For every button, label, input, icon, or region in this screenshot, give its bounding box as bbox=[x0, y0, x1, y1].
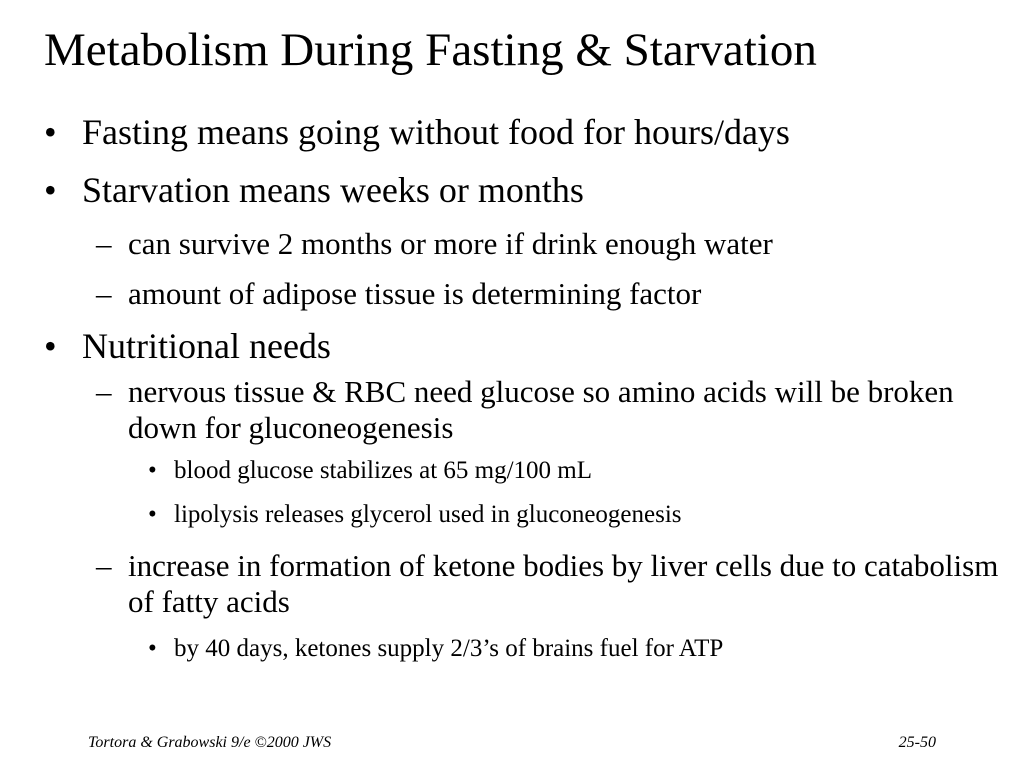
bullet-marker: • bbox=[148, 635, 157, 662]
bullet-text: Nutritional needs bbox=[82, 326, 331, 366]
bullet-marker: • bbox=[148, 457, 157, 484]
bullet-marker: • bbox=[44, 170, 57, 210]
bullet-item bbox=[44, 164, 1004, 216]
slide-title: Metabolism During Fasting & Starvation bbox=[44, 24, 817, 76]
bullet-text: Fasting means going without food for hours/days bbox=[82, 112, 790, 152]
slide-number: 25-50 bbox=[898, 734, 936, 751]
bullet-item bbox=[44, 106, 1004, 158]
slide-content bbox=[44, 100, 1004, 664]
sub-bullet-item bbox=[44, 226, 1004, 262]
sub-bullet-item bbox=[44, 374, 1004, 446]
sub-sub-bullet-text: lipolysis releases glycerol used in gluconeogenesis bbox=[174, 501, 682, 528]
sub-bullet-item bbox=[44, 276, 1004, 312]
sub-sub-bullet-text: by 40 days, ketones supply 2/3’s of brains fuel for ATP bbox=[174, 635, 724, 662]
sub-sub-bullet-text: blood glucose stabilizes at 65 mg/100 mL bbox=[174, 457, 592, 484]
bullet-marker: • bbox=[44, 326, 57, 366]
bullet-marker: • bbox=[148, 501, 157, 528]
sub-bullet-text: nervous tissue & RBC need glucose so amino acids will be broken down for gluconeogenesis bbox=[128, 374, 954, 445]
sub-bullet-text: can survive 2 months or more if drink enough water bbox=[128, 226, 773, 261]
dash-marker: – bbox=[96, 374, 112, 409]
dash-marker: – bbox=[96, 226, 112, 261]
dash-marker: – bbox=[96, 548, 112, 583]
footer-credit: Tortora & Grabowski 9/e ©2000 JWS bbox=[88, 734, 332, 751]
bullet-item bbox=[44, 320, 1004, 372]
sub-sub-bullet-item bbox=[44, 456, 1004, 486]
bullet-text: Starvation means weeks or months bbox=[82, 170, 584, 210]
dash-marker: – bbox=[96, 276, 112, 311]
sub-bullet-text: increase in formation of ketone bodies by liver cells due to catabolism of fatty acids bbox=[128, 548, 999, 619]
bullet-marker: • bbox=[44, 112, 57, 152]
sub-sub-bullet-item bbox=[44, 500, 1004, 530]
sub-bullet-item bbox=[44, 548, 1004, 620]
sub-sub-bullet-item bbox=[44, 634, 1004, 664]
sub-bullet-text: amount of adipose tissue is determining factor bbox=[128, 276, 702, 311]
